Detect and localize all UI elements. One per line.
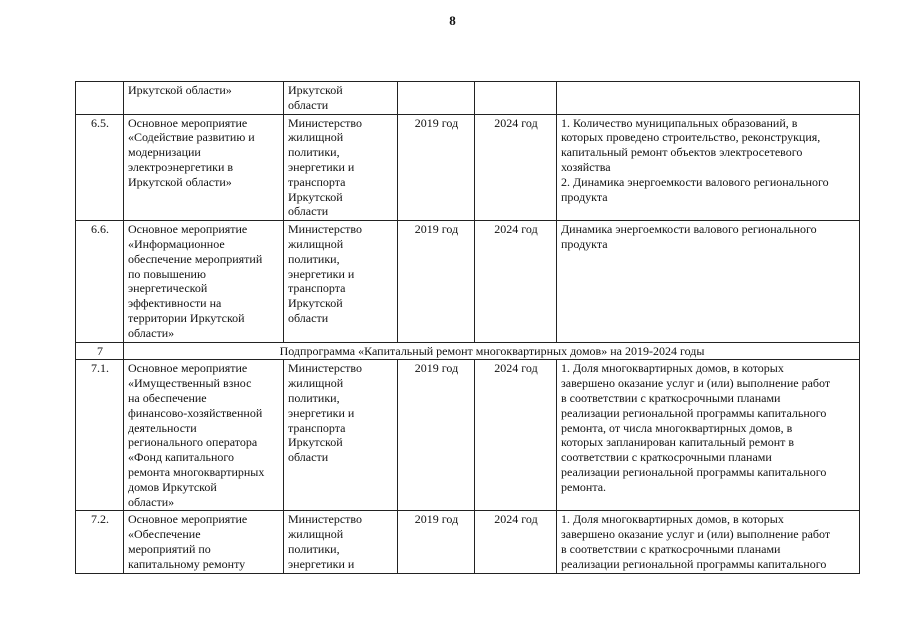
executor-line: Министерство	[288, 222, 362, 237]
activity-name-line: области»	[128, 494, 175, 509]
program-table	[75, 81, 860, 574]
indicator-line: завершено оказание услуг и (или) выполнение работ	[561, 527, 831, 542]
executor-line: транспорта	[288, 420, 346, 435]
table-row	[76, 360, 860, 511]
executor-line: области	[288, 310, 329, 325]
indicator-line: 2. Динамика энергоемкости валового регионального	[561, 174, 829, 189]
indicator-line: соответствии с краткосрочными планами	[561, 450, 772, 465]
indicator-line: 1. Доля многоквартирных домов, в которых	[561, 512, 784, 527]
indicator-line: реализации региональной программы капитального	[561, 464, 827, 479]
start-year-cell: 2019 год	[398, 360, 475, 511]
indicator-line: которых запланирован капитальный ремонт в	[561, 435, 795, 450]
row-number-cell	[76, 82, 124, 115]
indicator-line: хозяйства	[561, 159, 611, 174]
indicators-cell	[557, 221, 860, 342]
indicator-line: реализации региональной программы капитального	[561, 405, 827, 420]
indicator-line: реализации региональной программы капитального	[561, 556, 827, 571]
executor-line: Иркутской	[288, 296, 343, 311]
executor-cell	[284, 82, 398, 115]
indicator-line: которых проведено строительство, реконструкция,	[561, 130, 821, 145]
executor-line: области	[288, 97, 329, 112]
row-number-cell: 7.2.	[76, 511, 124, 573]
start-year-cell: 2019 год	[398, 511, 475, 573]
activity-name-line: Иркутской области»	[128, 83, 232, 97]
activity-name-cell	[124, 511, 284, 573]
indicator-line: 1. Доля многоквартирных домов, в которых	[561, 361, 784, 376]
activity-name-line: «Содействие развитию и	[128, 130, 255, 145]
page-number: 8	[449, 13, 456, 28]
activity-name-line: «Обеспечение	[128, 527, 201, 542]
activity-name-line: Основное мероприятие	[128, 512, 248, 527]
end-year-cell: 2024 год	[475, 221, 557, 342]
activity-name-line: Основное мероприятие	[128, 115, 248, 130]
activity-name-line: области»	[128, 325, 175, 340]
executor-line: области	[288, 204, 329, 219]
table-row	[76, 82, 860, 115]
executor-line: области	[288, 450, 329, 465]
end-year-cell: 2024 год	[475, 114, 557, 221]
end-year-cell	[475, 82, 557, 115]
start-year-cell: 2019 год	[398, 114, 475, 221]
indicator-line: Динамика энергоемкости валового регионального	[561, 222, 817, 237]
activity-name-cell	[124, 221, 284, 342]
executor-line: Иркутской	[288, 435, 343, 450]
executor-line: политики,	[288, 541, 340, 556]
activity-name-line: по повышению	[128, 266, 206, 281]
executor-line: энергетики и	[288, 159, 355, 174]
end-year-cell: 2024 год	[475, 511, 557, 573]
activity-name-line: Основное мероприятие	[128, 361, 248, 376]
row-number-cell: 6.6.	[76, 221, 124, 342]
executor-line: транспорта	[288, 281, 346, 296]
activity-name-line: территории Иркутской	[128, 310, 245, 325]
activity-name-cell	[124, 82, 284, 115]
executor-line: политики,	[288, 390, 340, 405]
indicator-line: 1. Количество муниципальных образований, в	[561, 115, 798, 130]
row-number-cell: 6.5.	[76, 114, 124, 221]
executor-line: жилищной	[288, 527, 344, 542]
activity-name-line: электроэнергетики в	[128, 159, 234, 174]
table-row	[76, 114, 860, 221]
activity-name-line: финансово-хозяйственной	[128, 405, 263, 420]
indicator-line: продукта	[561, 189, 608, 204]
subprogram-row	[76, 342, 860, 360]
row-number-cell: 7.1.	[76, 360, 124, 511]
indicators-cell	[557, 360, 860, 511]
program-table-body	[76, 82, 860, 574]
indicator-line: в соответствии с краткосрочными планами	[561, 390, 781, 405]
activity-name-line: капитальному ремонту	[128, 556, 246, 571]
activity-name-cell	[124, 114, 284, 221]
executor-cell	[284, 511, 398, 573]
executor-line: жилищной	[288, 130, 344, 145]
executor-line: энергетики и	[288, 266, 355, 281]
end-year-cell: 2024 год	[475, 360, 557, 511]
indicator-line: капитальный ремонт объектов электросетевого	[561, 145, 803, 160]
executor-line: Министерство	[288, 512, 362, 527]
executor-line: энергетики и	[288, 556, 355, 571]
executor-cell	[284, 221, 398, 342]
activity-name-line: обеспечение мероприятий	[128, 251, 263, 266]
executor-line: политики,	[288, 145, 340, 160]
activity-name-line: Иркутской области»	[128, 174, 232, 189]
executor-line: транспорта	[288, 174, 346, 189]
executor-line: жилищной	[288, 236, 344, 251]
executor-line: Иркутской	[288, 189, 343, 204]
activity-name-line: мероприятий по	[128, 541, 211, 556]
activity-name-line: регионального оператора	[128, 435, 258, 450]
executor-line: Иркутской	[288, 83, 343, 97]
activity-name-line: энергетической	[128, 281, 208, 296]
subprogram-title: Подпрограмма «Капитальный ремонт многоквартирных домов» на 2019-2024 годы	[124, 342, 860, 360]
activity-name-line: «Информационное	[128, 236, 225, 251]
executor-line: Министерство	[288, 115, 362, 130]
table-row	[76, 221, 860, 342]
activity-name-line: «Имущественный взнос	[128, 376, 252, 391]
indicators-cell	[557, 511, 860, 573]
row-number-cell: 7	[76, 342, 124, 360]
indicator-line: продукта	[561, 236, 608, 251]
executor-line: политики,	[288, 251, 340, 266]
start-year-cell	[398, 82, 475, 115]
start-year-cell: 2019 год	[398, 221, 475, 342]
activity-name-line: «Фонд капитального	[128, 450, 234, 465]
activity-name-line: ремонта многоквартирных	[128, 464, 265, 479]
activity-name-line: эффективности на	[128, 296, 222, 311]
table-row	[76, 511, 860, 573]
indicator-line: ремонта.	[561, 479, 607, 494]
indicators-cell	[557, 114, 860, 221]
activity-name-line: модернизации	[128, 145, 201, 160]
executor-cell	[284, 114, 398, 221]
indicator-line: в соответствии с краткосрочными планами	[561, 541, 781, 556]
activity-name-cell	[124, 360, 284, 511]
indicator-line: завершено оказание услуг и (или) выполнение работ	[561, 376, 831, 391]
executor-line: энергетики и	[288, 405, 355, 420]
activity-name-line: на обеспечение	[128, 390, 207, 405]
executor-line: Министерство	[288, 361, 362, 376]
indicator-line: ремонта, от числа многоквартирных домов, в	[561, 420, 793, 435]
activity-name-line: Основное мероприятие	[128, 222, 248, 237]
executor-line: жилищной	[288, 376, 344, 391]
indicators-cell	[557, 82, 860, 115]
executor-cell	[284, 360, 398, 511]
activity-name-line: домов Иркутской	[128, 479, 217, 494]
activity-name-line: деятельности	[128, 420, 197, 435]
